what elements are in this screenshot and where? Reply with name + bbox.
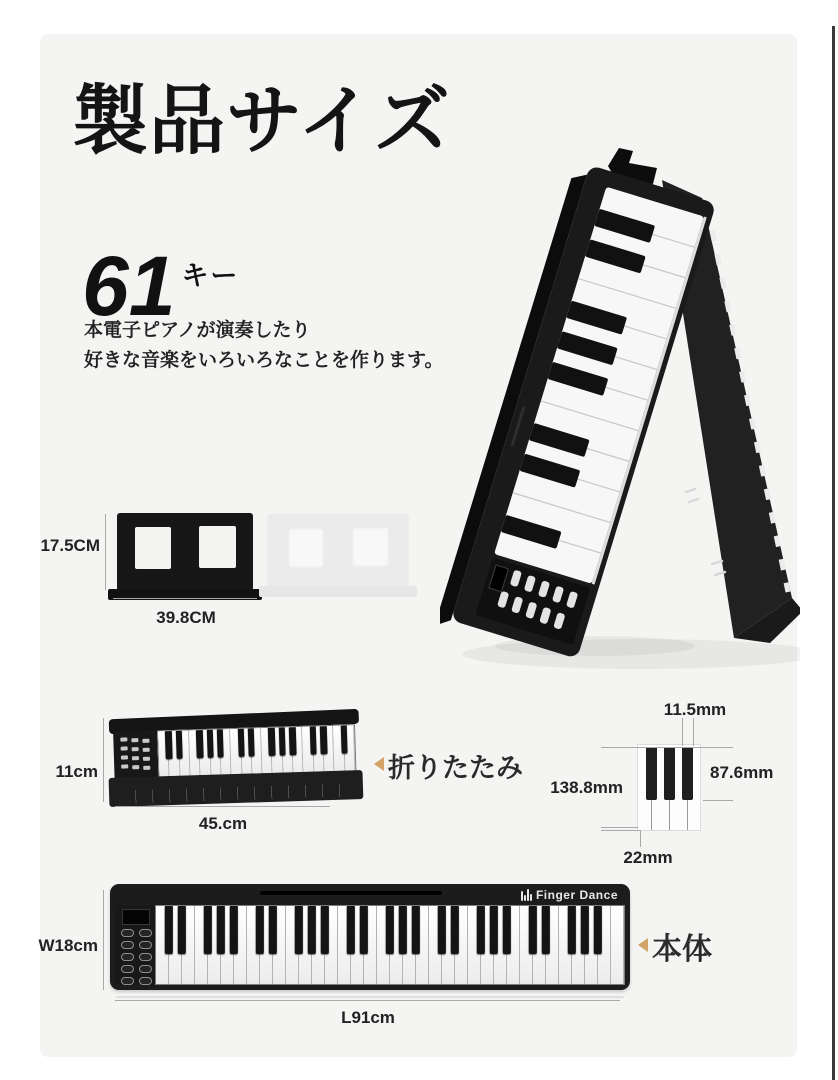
black-key — [289, 727, 296, 755]
dim-line-main-length — [115, 1000, 620, 1001]
black-key — [248, 728, 255, 756]
control-button — [139, 977, 152, 985]
rest-height-label: 17.5CM — [40, 536, 100, 555]
main-keyboard-illustration — [110, 884, 630, 990]
black-key — [594, 906, 602, 954]
black-key — [165, 731, 172, 759]
black-key — [204, 906, 212, 954]
main-keyboard-keys — [155, 905, 625, 985]
black-key — [529, 906, 537, 954]
right-edge-divider — [832, 26, 835, 1080]
main-width-label: W18cm — [38, 936, 98, 955]
dim-line-main-width — [103, 890, 104, 990]
black-key — [399, 906, 407, 954]
description-line-2: 好きな音楽をいろいろなことを作ります。 — [84, 350, 444, 371]
black-key — [217, 729, 224, 757]
main-caption: 本体 — [652, 933, 712, 966]
black-key — [321, 906, 329, 954]
music-rest-hole — [199, 526, 236, 568]
folded-keyboard-illustration — [107, 708, 366, 808]
key-count-unit: キー — [181, 261, 240, 291]
black-key — [503, 906, 511, 954]
folded-caption: 折りたたみ — [388, 753, 523, 783]
black-key — [237, 729, 244, 757]
key-dims-black-key — [664, 747, 675, 800]
dim-line-folded-length — [115, 806, 330, 807]
dim-line-white-key-width — [601, 830, 641, 831]
description-line-1: 本電子ピアノが演奏したり — [84, 320, 311, 341]
dim-tick — [640, 830, 641, 847]
main-length-label: L91cm — [341, 1008, 395, 1027]
black-key — [165, 906, 173, 954]
black-key — [412, 906, 420, 954]
speaker-slot — [260, 891, 442, 895]
dim-line-rest-height — [105, 514, 106, 590]
music-rest-hole — [288, 528, 324, 568]
black-key — [178, 906, 186, 954]
control-button — [121, 965, 134, 973]
music-rest-hole — [135, 527, 171, 569]
control-button — [139, 929, 152, 937]
control-button — [139, 965, 152, 973]
black-key — [256, 906, 264, 954]
black-key — [308, 906, 316, 954]
led-display — [122, 909, 150, 925]
black-key — [451, 906, 459, 954]
control-button — [121, 977, 134, 985]
white-key-length-label: 138.8mm — [550, 778, 623, 797]
black-key — [581, 906, 589, 954]
black-key — [438, 906, 446, 954]
music-rest-white — [268, 514, 408, 588]
black-key — [386, 906, 394, 954]
dim-tick — [693, 718, 694, 746]
black-key — [230, 906, 238, 954]
key-count-number: 61 — [82, 239, 176, 333]
control-button — [121, 953, 134, 961]
dim-tick — [682, 718, 683, 746]
white-key-width-label: 22mm — [623, 848, 673, 867]
folded-control-panel — [113, 730, 158, 778]
folded-height-label: 11cm — [55, 762, 98, 781]
music-rest-black — [117, 513, 253, 591]
folded-keyboard-keys — [157, 724, 356, 777]
black-key — [279, 727, 286, 755]
folded-control-buttons — [120, 737, 127, 741]
black-key — [347, 906, 355, 954]
left-arrow-icon — [638, 938, 648, 952]
black-key — [477, 906, 485, 954]
key-dims-black-key — [646, 747, 657, 800]
white-key — [611, 906, 624, 984]
black-key — [320, 726, 327, 754]
page-title: 製品サイズ — [72, 79, 451, 164]
control-button — [139, 941, 152, 949]
product-description — [84, 316, 443, 376]
dim-line-black-key-bottom — [703, 800, 733, 801]
main-control-panel — [115, 905, 155, 985]
black-key-length-label: 87.6mm — [710, 763, 774, 782]
music-rest-hole — [352, 527, 389, 567]
black-key — [309, 726, 316, 754]
black-key — [268, 728, 275, 756]
piano-left-leg — [440, 161, 716, 668]
key-dims-black-key — [682, 747, 693, 800]
key-separator — [651, 800, 652, 830]
dim-line-rest-width — [113, 598, 257, 599]
brand-logo — [521, 888, 618, 902]
folded-length-label: 45.cm — [198, 814, 248, 833]
black-key — [217, 906, 225, 954]
black-key — [340, 725, 347, 753]
black-key — [196, 730, 203, 758]
equalizer-icon — [521, 889, 532, 901]
black-key — [542, 906, 550, 954]
black-key — [490, 906, 498, 954]
dim-line-folded-height — [103, 718, 104, 802]
black-key — [269, 906, 277, 954]
brand-name: Finger Dance — [535, 888, 618, 902]
key-separator — [669, 800, 670, 830]
black-key-width-label: 11.5mm — [663, 700, 727, 719]
folded-standing-piano-illustration — [440, 140, 800, 685]
keyboard-shadow — [116, 996, 624, 998]
left-arrow-icon — [374, 757, 384, 771]
rest-width-label: 39.8CM — [156, 608, 216, 627]
black-key — [175, 731, 182, 759]
control-button — [121, 941, 134, 949]
black-key — [568, 906, 576, 954]
folded-key-edges — [119, 783, 353, 803]
control-button — [139, 953, 152, 961]
black-key — [206, 730, 213, 758]
music-rest-base — [259, 586, 417, 597]
key-separator — [687, 800, 688, 830]
control-button — [121, 929, 134, 937]
main-control-buttons — [121, 929, 152, 985]
dim-line-key-top — [601, 747, 733, 748]
dim-line-white-key-bottom — [601, 827, 638, 828]
black-key — [360, 906, 368, 954]
black-key — [295, 906, 303, 954]
